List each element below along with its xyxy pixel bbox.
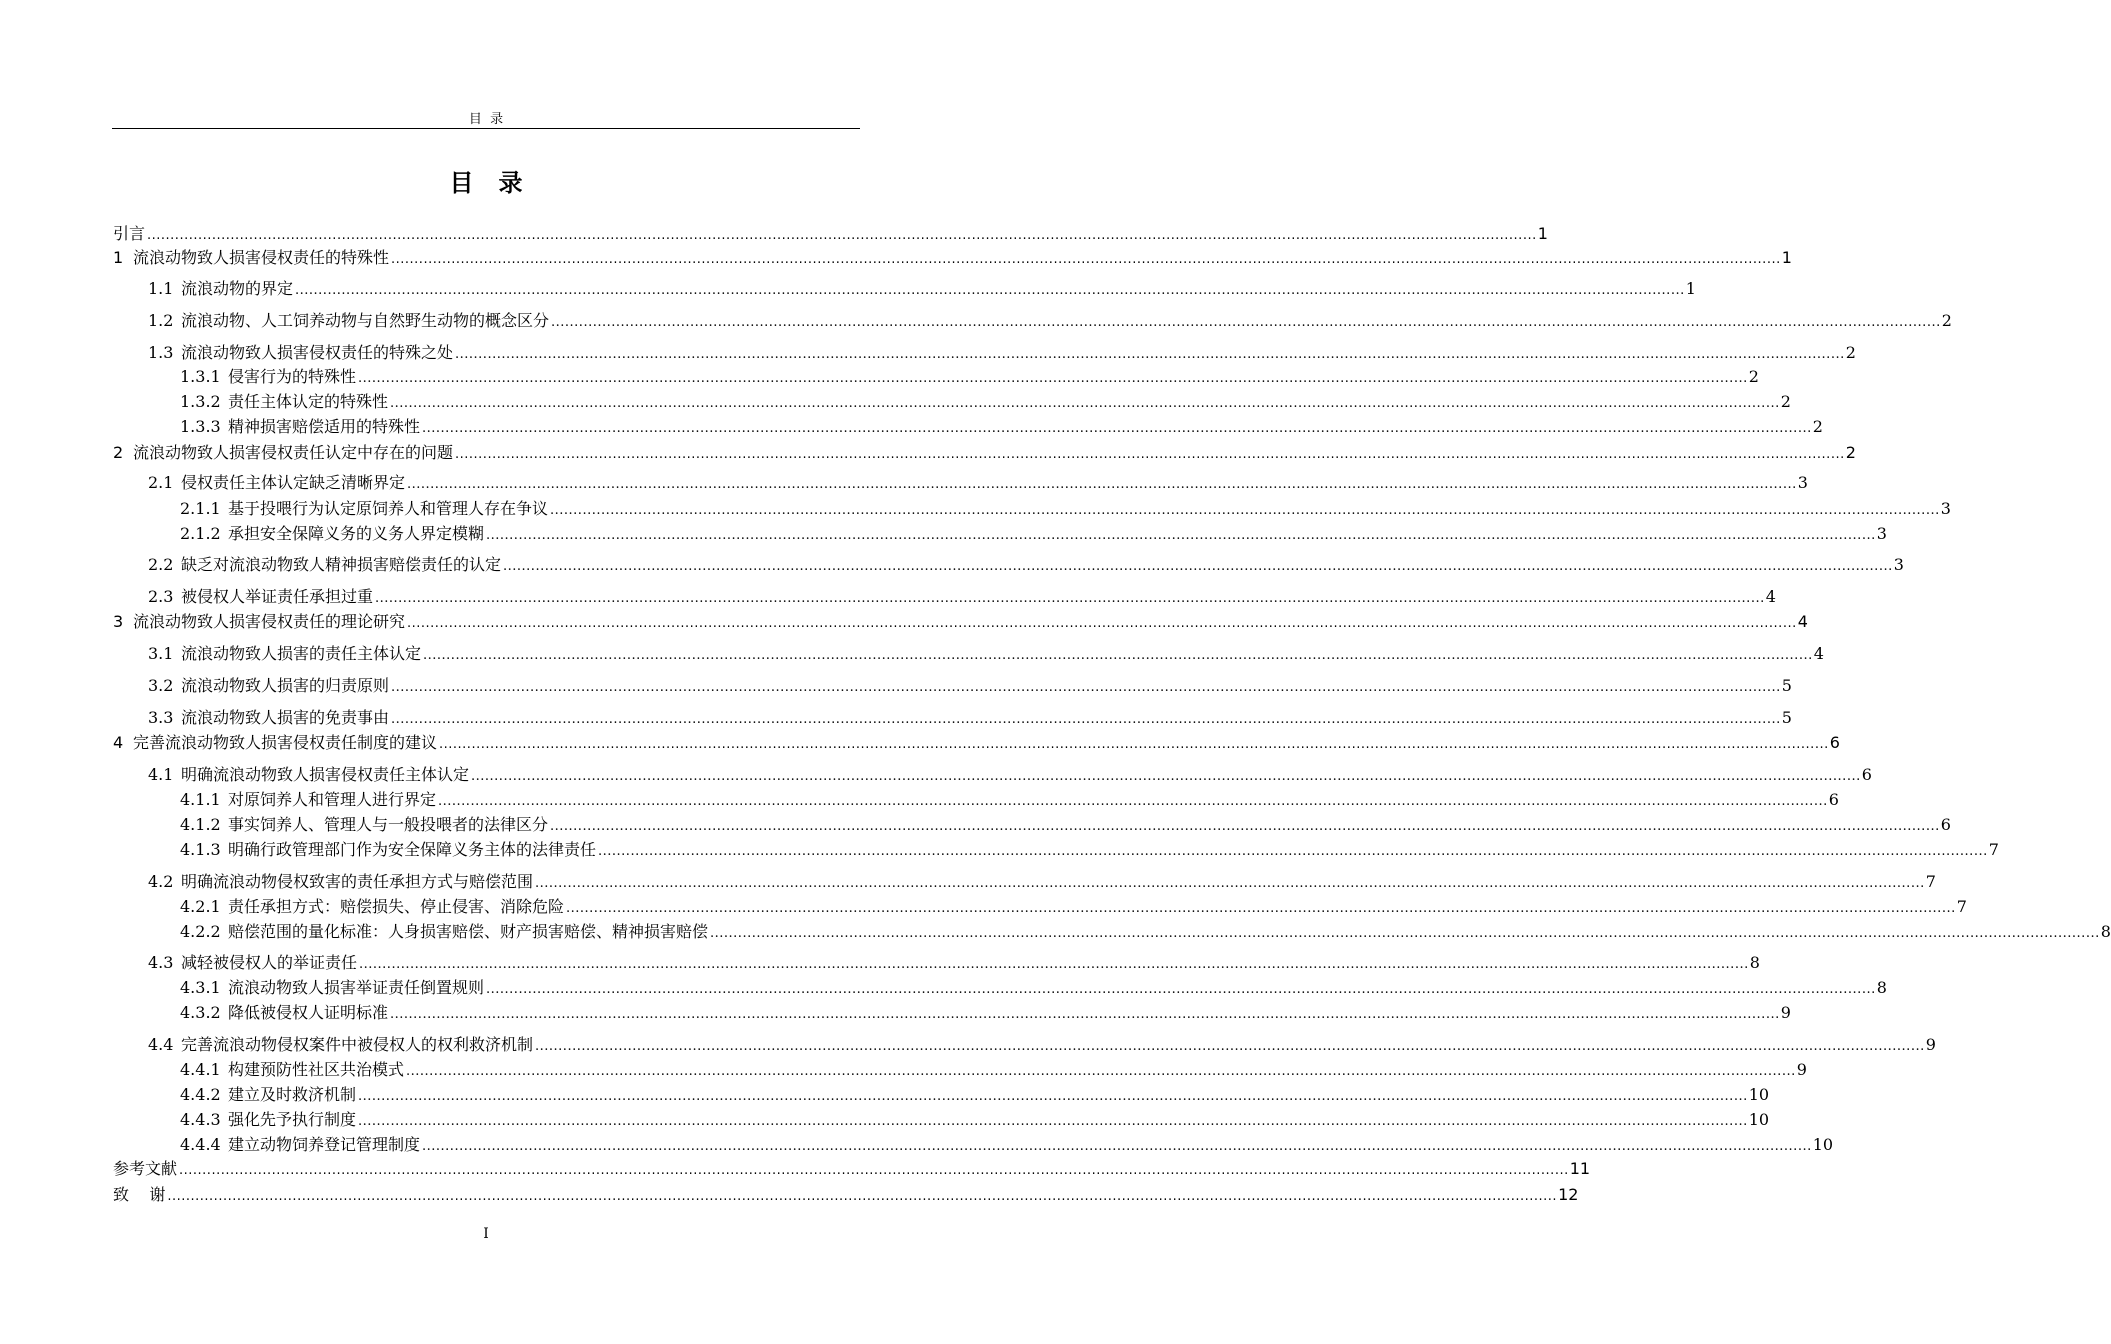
toc-number: 4.2 [148, 872, 174, 891]
toc-page: 8 [2100, 922, 2111, 941]
toc-entry-4-4-1[interactable] [180, 1057, 1807, 1079]
dot-leader: ............................................................................................................................................................................................................................................................................................................ [422, 1139, 1812, 1154]
toc-page: 2 [1780, 392, 1791, 411]
toc-entry-1-3-3[interactable] [180, 414, 1823, 436]
toc-number: 4.1.3 [180, 840, 221, 859]
toc-label: 侵害行为的特殊性 [228, 367, 357, 386]
toc-number: 3 [113, 612, 124, 631]
toc-label: 构建预防性社区共治模式 [228, 1060, 405, 1079]
toc-number: 4.4.2 [180, 1085, 221, 1104]
dot-leader: ............................................................................................................................................................................................................................................................................................................ [391, 252, 1781, 267]
toc-label: 流浪动物致人损害侵权责任的特殊之处 [181, 343, 454, 362]
toc-number: 4 [113, 733, 124, 752]
toc-page: 9 [1780, 1003, 1791, 1022]
toc-label: 流浪动物致人损害的免责事由 [181, 708, 390, 727]
toc-page: 1 [1781, 248, 1792, 267]
toc-number: 1.2 [148, 311, 174, 330]
toc-page: 11 [1569, 1159, 1591, 1178]
page-number: I [483, 1226, 489, 1242]
toc-entry-4-1-1[interactable] [180, 787, 1839, 809]
toc-label: 明确行政管理部门作为安全保障义务主体的法律责任 [228, 840, 597, 859]
dot-leader: ............................................................................................................................................................................................................................................................................................................ [358, 371, 1748, 386]
dot-leader: ............................................................................................................................................................................................................................................................................................................ [375, 591, 1765, 606]
dot-leader: ............................................................................................................................................................................................................................................................................................................ [439, 737, 1829, 752]
toc-label: 引言 [113, 224, 146, 243]
toc-entry-3-2[interactable] [148, 673, 1792, 695]
toc-entry-chapter-4[interactable] [113, 730, 1840, 752]
toc-label: 侵权责任主体认定缺乏清晰界定 [181, 473, 406, 492]
toc-label: 致 谢 [113, 1185, 166, 1204]
toc-page: 2 [1845, 443, 1856, 462]
toc-label: 缺乏对流浪动物致人精神损害赔偿责任的认定 [181, 555, 502, 574]
toc-entry-4-1-3[interactable] [180, 837, 1999, 859]
toc-page: 3 [1797, 473, 1808, 492]
toc-label: 精神损害赔偿适用的特殊性 [228, 417, 421, 436]
toc-label: 对原饲养人和管理人进行界定 [228, 790, 437, 809]
toc-entry-2-2[interactable] [148, 552, 1904, 574]
toc-entry-4-2[interactable] [148, 869, 1936, 891]
toc-number: 1.1 [148, 279, 174, 298]
toc-page: 3 [1893, 555, 1904, 574]
toc-entry-4-1[interactable] [148, 762, 1872, 784]
toc-number: 3.3 [148, 708, 174, 727]
toc-page: 10 [1748, 1085, 1770, 1104]
toc-number: 2.2 [148, 555, 174, 574]
dot-leader: ............................................................................................................................................................................................................................................................................................................ [390, 396, 1780, 411]
dot-leader: ............................................................................................................................................................................................................................................................................................................ [598, 844, 1988, 859]
toc-page: 8 [1749, 953, 1760, 972]
toc-label: 流浪动物致人损害的归责原则 [181, 676, 390, 695]
toc-page: 10 [1812, 1135, 1834, 1154]
toc-entry-1-3-2[interactable] [180, 389, 1791, 411]
toc-number: 1 [113, 248, 124, 267]
toc-title: 目 录 [449, 169, 523, 197]
toc-entry-4-4-3[interactable] [180, 1107, 1770, 1129]
toc-label: 事实饲养人、管理人与一般投喂者的法律区分 [228, 815, 549, 834]
dot-leader: ............................................................................................................................................................................................................................................................................................................ [391, 712, 1781, 727]
toc-entry-intro[interactable] [113, 221, 1548, 243]
toc-label: 明确流浪动物致人损害侵权责任主体认定 [181, 765, 470, 784]
dot-leader: ............................................................................................................................................................................................................................................................................................................ [390, 1007, 1780, 1022]
toc-label: 完善流浪动物侵权案件中被侵权人的权利救济机制 [181, 1035, 534, 1054]
toc-page: 5 [1781, 676, 1792, 695]
toc-page: 7 [1988, 840, 1999, 859]
dot-leader: ............................................................................................................................................................................................................................................................................................................ [486, 528, 1876, 543]
toc-entry-4-4-4[interactable] [180, 1132, 1834, 1154]
toc-page: 2 [1941, 311, 1952, 330]
toc-page: 6 [1828, 790, 1839, 809]
toc-label: 参考文献 [113, 1159, 178, 1178]
toc-entry-2-3[interactable] [148, 584, 1776, 606]
toc-entry-1-2[interactable] [148, 308, 1952, 330]
toc-number: 4.4 [148, 1035, 174, 1054]
dot-leader: ............................................................................................................................................................................................................................................................................................................ [486, 982, 1876, 997]
dot-leader: ............................................................................................................................................................................................................................................................................................................ [391, 680, 1781, 695]
toc-number: 4.2.2 [180, 922, 221, 941]
toc-label: 流浪动物的界定 [181, 279, 294, 298]
toc-page: 4 [1797, 612, 1808, 631]
toc-number: 2 [113, 443, 124, 462]
toc-label: 完善流浪动物致人损害侵权责任制度的建议 [133, 733, 438, 752]
toc-page: 4 [1813, 644, 1824, 663]
dot-leader: ............................................................................................................................................................................................................................................................................................................ [566, 901, 1956, 916]
toc-page: 8 [1876, 978, 1887, 997]
dot-leader: ............................................................................................................................................................................................................................................................................................................ [423, 648, 1813, 663]
toc-page: 5 [1781, 708, 1792, 727]
toc-label: 减轻被侵权人的举证责任 [181, 953, 358, 972]
dot-leader: ............................................................................................................................................................................................................................................................................................................ [422, 421, 1812, 436]
toc-page: 7 [1956, 897, 1967, 916]
dot-leader: ............................................................................................................................................................................................................................................................................................................ [455, 347, 1845, 362]
toc-number: 2.3 [148, 587, 174, 606]
toc-number: 3.2 [148, 676, 174, 695]
toc-page: 9 [1925, 1035, 1936, 1054]
toc-number: 4.3.2 [180, 1003, 221, 1022]
toc-label: 流浪动物致人损害侵权责任的理论研究 [133, 612, 406, 631]
dot-leader: ............................................................................................................................................................................................................................................................................................................ [179, 1163, 1569, 1178]
dot-leader: ............................................................................................................................................................................................................................................................................................................ [407, 616, 1797, 631]
toc-entry-chapter-1[interactable] [113, 245, 1792, 267]
dot-leader: ............................................................................................................................................................................................................................................................................................................ [503, 559, 1893, 574]
toc-entry-3-3[interactable] [148, 705, 1792, 727]
toc-entry-4-4-2[interactable] [180, 1082, 1770, 1104]
toc-number: 4.4.1 [180, 1060, 221, 1079]
toc-label: 流浪动物致人损害侵权责任认定中存在的问题 [133, 443, 454, 462]
toc-label: 责任承担方式：赔偿损失、停止侵害、消除危险 [228, 897, 565, 916]
toc-label: 赔偿范围的量化标准：人身损害赔偿、财产损害赔偿、精神损害赔偿 [228, 922, 709, 941]
toc-entry-4-3[interactable] [148, 950, 1760, 972]
toc-entry-references[interactable] [113, 1156, 1591, 1178]
dot-leader: ............................................................................................................................................................................................................................................................................................................ [550, 819, 1940, 834]
toc-page: 3 [1876, 524, 1887, 543]
dot-leader: ............................................................................................................................................................................................................................................................................................................ [455, 447, 1845, 462]
toc-entry-4-3-2[interactable] [180, 1000, 1791, 1022]
toc-number: 2.1 [148, 473, 174, 492]
toc-number: 1.3.2 [180, 392, 221, 411]
toc-number: 4.1.2 [180, 815, 221, 834]
dot-leader: ............................................................................................................................................................................................................................................................................................................ [167, 1189, 1558, 1204]
toc-page: 2 [1748, 367, 1759, 386]
toc-entry-2-1[interactable] [148, 470, 1808, 492]
toc-number: 1.3 [148, 343, 174, 362]
toc-page: 3 [1940, 499, 1951, 518]
toc-entry-acknowledgements[interactable] [113, 1182, 1579, 1204]
toc-entry-chapter-3[interactable] [113, 609, 1808, 631]
toc-entry-4-4[interactable] [148, 1032, 1936, 1054]
dot-leader: ............................................................................................................................................................................................................................................................................................................ [438, 794, 1828, 809]
dot-leader: ............................................................................................................................................................................................................................................................................................................ [407, 477, 1797, 492]
toc-page: 9 [1796, 1060, 1807, 1079]
toc-number: 2.1.1 [180, 499, 221, 518]
toc-entry-1-3[interactable] [148, 340, 1856, 362]
dot-leader: ............................................................................................................................................................................................................................................................................................................ [551, 315, 1941, 330]
toc-label: 责任主体认定的特殊性 [228, 392, 389, 411]
toc-label: 被侵权人举证责任承担过重 [181, 587, 374, 606]
toc-entry-4-2-1[interactable] [180, 894, 1967, 916]
toc-number: 2.1.2 [180, 524, 221, 543]
toc-label: 降低被侵权人证明标准 [228, 1003, 389, 1022]
toc-label: 建立动物饲养登记管理制度 [228, 1135, 421, 1154]
dot-leader: ............................................................................................................................................................................................................................................................................................................ [535, 1039, 1925, 1054]
dot-leader: ............................................................................................................................................................................................................................................................................................................ [710, 926, 2100, 941]
dot-leader: ............................................................................................................................................................................................................................................................................................................ [406, 1064, 1796, 1079]
dot-leader: ............................................................................................................................................................................................................................................................................................................ [471, 769, 1861, 784]
toc-entry-1-1[interactable] [148, 276, 1696, 298]
toc-entry-2-1-2[interactable] [180, 521, 1887, 543]
toc-page: 6 [1940, 815, 1951, 834]
toc-page: 7 [1925, 872, 1936, 891]
toc-number: 4.3.1 [180, 978, 221, 997]
toc-number: 1.3.3 [180, 417, 221, 436]
toc-entry-4-1-2[interactable] [180, 812, 1951, 834]
toc-page: 1 [1685, 279, 1696, 298]
dot-leader: ............................................................................................................................................................................................................................................................................................................ [550, 503, 1940, 518]
toc-label: 流浪动物致人损害举证责任倒置规则 [228, 978, 485, 997]
toc-page: 6 [1829, 733, 1840, 752]
toc-number: 3.1 [148, 644, 174, 663]
toc-page: 2 [1812, 417, 1823, 436]
dot-leader: ............................................................................................................................................................................................................................................................................................................ [359, 957, 1749, 972]
running-header: 目 录 [468, 112, 504, 127]
toc-number: 4.3 [148, 953, 174, 972]
toc-page: 4 [1765, 587, 1776, 606]
toc-entry-1-3-1[interactable] [180, 364, 1759, 386]
toc-entry-3-1[interactable] [148, 641, 1824, 663]
toc-label: 流浪动物致人损害侵权责任的特殊性 [133, 248, 390, 267]
toc-label: 明确流浪动物侵权致害的责任承担方式与赔偿范围 [181, 872, 534, 891]
toc-page: 10 [1748, 1110, 1770, 1129]
toc-label: 强化先予执行制度 [228, 1110, 357, 1129]
dot-leader: ............................................................................................................................................................................................................................................................................................................ [147, 228, 1537, 243]
toc-page: 12 [1558, 1185, 1579, 1204]
toc-number: 4.1.1 [180, 790, 221, 809]
toc-number: 4.4.3 [180, 1110, 221, 1129]
toc-page: 6 [1861, 765, 1872, 784]
toc-label: 建立及时救济机制 [228, 1085, 357, 1104]
dot-leader: ............................................................................................................................................................................................................................................................................................................ [358, 1114, 1748, 1129]
toc-entry-chapter-2[interactable] [113, 440, 1856, 462]
dot-leader: ............................................................................................................................................................................................................................................................................................................ [358, 1089, 1748, 1104]
toc-number: 4.4.4 [180, 1135, 221, 1154]
toc-label: 基于投喂行为认定原饲养人和管理人存在争议 [228, 499, 549, 518]
dot-leader: ............................................................................................................................................................................................................................................................................................................ [295, 283, 1685, 298]
toc-entry-2-1-1[interactable] [180, 496, 1951, 518]
toc-number: 1.3.1 [180, 367, 221, 386]
toc-page: 2 [1845, 343, 1856, 362]
toc-label: 流浪动物致人损害的责任主体认定 [181, 644, 422, 663]
toc-entry-4-3-1[interactable] [180, 975, 1887, 997]
toc-page: 1 [1537, 224, 1548, 243]
toc-label: 承担安全保障义务的义务人界定模糊 [228, 524, 485, 543]
dot-leader: ............................................................................................................................................................................................................................................................................................................ [535, 876, 1925, 891]
toc-entry-4-2-2[interactable] [180, 919, 2111, 941]
toc-number: 4.2.1 [180, 897, 221, 916]
toc-number: 4.1 [148, 765, 174, 784]
toc-label: 流浪动物、人工饲养动物与自然野生动物的概念区分 [181, 311, 550, 330]
